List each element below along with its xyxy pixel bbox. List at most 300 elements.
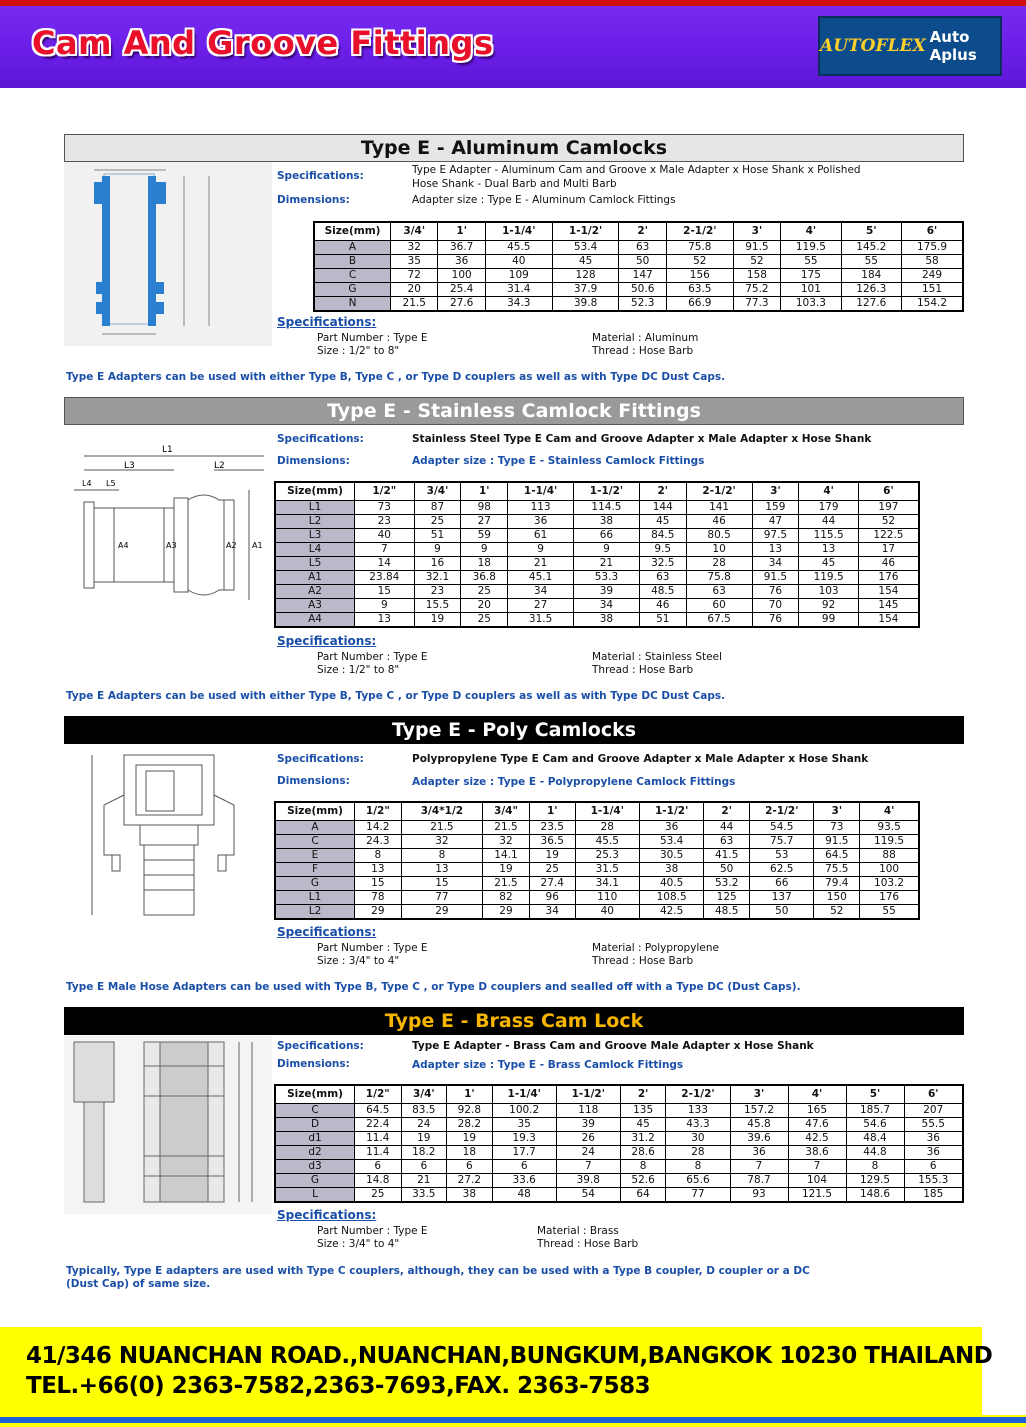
table-cell: 8 (355, 849, 402, 863)
poly-dim-text: Adapter size : Type E - Polypropylene Camlock Fittings (412, 776, 736, 788)
table-cell: 80.5 (686, 529, 752, 543)
table-cell: 185 (904, 1188, 963, 1203)
table-cell: 17.7 (492, 1146, 556, 1160)
table-header-cell: 4' (781, 222, 841, 241)
drawing-label: L4 (82, 479, 92, 488)
table-row (275, 557, 919, 571)
table-cell: 15.5 (414, 599, 461, 613)
table-cell: 84.5 (639, 529, 686, 543)
table-cell: 60 (686, 599, 752, 613)
table-cell: 55 (860, 905, 919, 920)
table-row (275, 571, 919, 585)
table-cell: 52 (733, 255, 780, 269)
table-row (275, 515, 919, 529)
table-cell: 54.5 (750, 821, 814, 835)
aluminum-dim-text: Adapter size : Type E - Aluminum Camlock Fittings (412, 194, 676, 206)
table-cell: 53.2 (704, 877, 750, 891)
table-cell: 32.5 (639, 557, 686, 571)
table-cell: 72 (391, 269, 438, 283)
brand-logo (818, 16, 1002, 76)
table-cell: 64.5 (814, 849, 860, 863)
row-header-cell: E (275, 849, 355, 863)
logo-text-autoaplus: Auto Aplus (929, 28, 977, 64)
table-header-cell: 1-1/2' (574, 482, 640, 501)
table-cell: 75.8 (666, 241, 733, 255)
table-cell: 63 (686, 585, 752, 599)
table-header-cell: 3/4' (414, 482, 461, 501)
table-row (275, 1146, 963, 1160)
table-header-cell: 3' (733, 222, 780, 241)
poly-spec-text: Polypropylene Type E Cam and Groove Adapter x Male Adapter x Hose Shank (412, 753, 869, 765)
table-row (275, 1118, 963, 1132)
footer-white-block (982, 1327, 1026, 1415)
aluminum-drawing (64, 162, 272, 346)
row-header-cell: L1 (275, 501, 355, 515)
header-red-line (0, 0, 1026, 6)
table-header-cell: 1-1/4' (485, 222, 552, 241)
table-cell: 43.3 (666, 1118, 730, 1132)
stainless-spec-label: Specifications: (277, 433, 364, 445)
row-header-cell: L2 (275, 515, 355, 529)
table-cell: 157.2 (730, 1104, 788, 1118)
table-header-cell: 4' (788, 1085, 846, 1104)
table-cell: 26 (556, 1132, 620, 1146)
row-header-cell: C (275, 835, 355, 849)
table-row (275, 501, 919, 515)
table-cell: 37.9 (552, 283, 619, 297)
table-cell: 64 (620, 1188, 666, 1203)
row-header-cell: L5 (275, 557, 355, 571)
drawing-label: A1 (252, 541, 263, 550)
table-cell: 36 (730, 1146, 788, 1160)
table-header-cell: 3' (752, 482, 799, 501)
stainless-note: Type E Adapters can be used with either Type B, Type C , or Type D couplers as well as with Type DC Dust Caps. (66, 690, 726, 702)
aluminum-dimension-table (313, 221, 964, 312)
table-cell: 93 (730, 1188, 788, 1203)
table-cell: 8 (846, 1160, 904, 1174)
table-cell: 25 (461, 613, 508, 628)
table-cell: 114.5 (574, 501, 640, 515)
table-cell: 158 (733, 269, 780, 283)
table-cell: 28 (666, 1146, 730, 1160)
table-cell: 52 (858, 515, 919, 529)
drawing-label: L3 (124, 461, 135, 471)
table-cell: 47 (752, 515, 799, 529)
table-cell: 21 (401, 1174, 447, 1188)
table-cell: 104 (788, 1174, 846, 1188)
table-cell: 7 (556, 1160, 620, 1174)
table-cell: 83.5 (401, 1104, 447, 1118)
table-row (275, 905, 919, 920)
table-cell: 27.4 (529, 877, 575, 891)
row-header-cell: d3 (275, 1160, 355, 1174)
aluminum-drawing-svg (64, 162, 272, 346)
table-cell: 25.3 (575, 849, 639, 863)
table-cell: 24 (556, 1146, 620, 1160)
poly-size: Size : 3/4" to 4" (317, 955, 400, 967)
brass-spec-label: Specifications: (277, 1040, 364, 1052)
table-cell: 27.6 (438, 297, 485, 312)
table-cell: 11.4 (355, 1146, 402, 1160)
drawing-label: A2 (226, 541, 237, 550)
table-cell: 55 (841, 255, 901, 269)
table-cell: 51 (639, 613, 686, 628)
table-row (314, 241, 963, 255)
table-header-cell: 2' (620, 1085, 666, 1104)
table-cell: 6 (447, 1160, 493, 1174)
table-cell: 33.6 (492, 1174, 556, 1188)
table-cell: 52.3 (619, 297, 666, 312)
table-cell: 45.5 (485, 241, 552, 255)
stainless-size: Size : 1/2" to 8" (317, 664, 400, 676)
row-header-cell: G (275, 1174, 355, 1188)
table-cell: 175 (781, 269, 841, 283)
row-header-cell: L4 (275, 543, 355, 557)
table-cell: 185.7 (846, 1104, 904, 1118)
table-header-cell: 2' (704, 802, 750, 821)
table-row (275, 599, 919, 613)
table-cell: 21 (574, 557, 640, 571)
table-cell: 54 (556, 1188, 620, 1203)
table-cell: 63.5 (666, 283, 733, 297)
table-header-cell: 1' (529, 802, 575, 821)
stainless-spec-heading: Specifications: (277, 634, 377, 648)
table-cell: 9 (461, 543, 508, 557)
stainless-drawing (64, 430, 272, 620)
table-cell: 154.2 (902, 297, 963, 312)
table-cell: 54.6 (846, 1118, 904, 1132)
table-cell: 76 (752, 585, 799, 599)
table-cell: 45 (552, 255, 619, 269)
table-cell: 23 (355, 515, 415, 529)
table-cell: 32.1 (414, 571, 461, 585)
table-cell: 249 (902, 269, 963, 283)
section-poly-title: Type E - Poly Camlocks (64, 716, 964, 744)
table-row (275, 863, 919, 877)
table-cell: 8 (666, 1160, 730, 1174)
table-header-cell: 4' (799, 482, 859, 501)
table-cell: 197 (858, 501, 919, 515)
table-cell: 100 (860, 863, 919, 877)
table-cell: 32 (483, 835, 530, 849)
table-cell: 38 (574, 515, 640, 529)
stainless-dim-label: Dimensions: (277, 455, 350, 467)
table-cell: 28 (686, 557, 752, 571)
table-cell: 40 (575, 905, 639, 920)
table-row (275, 543, 919, 557)
row-header-cell: N (314, 297, 391, 312)
table-cell: 39.6 (730, 1132, 788, 1146)
table-cell: 122.5 (858, 529, 919, 543)
table-cell: 25.4 (438, 283, 485, 297)
table-cell: 55 (781, 255, 841, 269)
table-header-row (314, 222, 963, 241)
table-cell: 34.3 (485, 297, 552, 312)
table-header-cell: 2' (639, 482, 686, 501)
table-cell: 53.4 (639, 835, 703, 849)
table-cell: 52.6 (620, 1174, 666, 1188)
table-cell: 36 (508, 515, 574, 529)
table-cell: 22.4 (355, 1118, 402, 1132)
table-cell: 144 (639, 501, 686, 515)
row-header-cell: G (314, 283, 391, 297)
stainless-spec-text: Stainless Steel Type E Cam and Groove Adapter x Male Adapter x Hose Shank (412, 433, 872, 445)
table-cell: 121.5 (788, 1188, 846, 1203)
table-header-cell: 1' (447, 1085, 493, 1104)
table-cell: 21.5 (401, 821, 482, 835)
table-cell: 42.5 (639, 905, 703, 920)
poly-material: Material : Polypropylene (592, 942, 719, 954)
table-header-cell: Size(mm) (275, 802, 355, 821)
table-cell: 45.1 (508, 571, 574, 585)
poly-drawing-svg (64, 745, 272, 925)
table-cell: 129.5 (846, 1174, 904, 1188)
table-cell: 176 (858, 571, 919, 585)
table-cell: 28.6 (620, 1146, 666, 1160)
table-cell: 53.3 (574, 571, 640, 585)
row-header-cell: L3 (275, 529, 355, 543)
poly-spec-label: Specifications: (277, 753, 364, 765)
table-cell: 11.4 (355, 1132, 402, 1146)
row-header-cell: B (314, 255, 391, 269)
table-cell: 93.5 (860, 821, 919, 835)
table-row (275, 877, 919, 891)
table-cell: 92.8 (447, 1104, 493, 1118)
table-cell: 36 (904, 1146, 963, 1160)
table-cell: 154 (858, 585, 919, 599)
table-cell: 155.3 (904, 1174, 963, 1188)
table-header-cell: 1-1/2' (556, 1085, 620, 1104)
table-cell: 34 (574, 599, 640, 613)
table-cell: 6 (904, 1160, 963, 1174)
table-header-cell: 3/4*1/2 (401, 802, 482, 821)
table-cell: 31.4 (485, 283, 552, 297)
table-cell: 9 (355, 599, 415, 613)
table-cell: 63 (639, 571, 686, 585)
table-header-cell: 2-1/2' (750, 802, 814, 821)
table-cell: 8 (401, 849, 482, 863)
table-header-cell: Size(mm) (275, 1085, 355, 1104)
table-header-cell: 2-1/2' (686, 482, 752, 501)
table-cell: 91.5 (733, 241, 780, 255)
table-row (314, 269, 963, 283)
table-header-cell: 5' (841, 222, 901, 241)
table-cell: 9 (508, 543, 574, 557)
aluminum-thread: Thread : Hose Barb (592, 345, 694, 357)
table-cell: 77 (666, 1188, 730, 1203)
table-cell: 148.6 (846, 1188, 904, 1203)
table-cell: 36 (904, 1132, 963, 1146)
table-cell: 44 (799, 515, 859, 529)
brass-drawing-svg (64, 1036, 272, 1214)
table-cell: 119.5 (860, 835, 919, 849)
table-cell: 19 (414, 613, 461, 628)
drawing-label: A4 (118, 541, 129, 550)
brass-note-line-2: (Dust Cap) of same size. (66, 1278, 211, 1290)
table-cell: 145 (858, 599, 919, 613)
table-cell: 66 (574, 529, 640, 543)
table-cell: 47.6 (788, 1118, 846, 1132)
table-cell: 108.5 (639, 891, 703, 905)
table-header-cell: 6' (858, 482, 919, 501)
table-header-cell: 1' (461, 482, 508, 501)
table-cell: 118 (556, 1104, 620, 1118)
table-cell: 52 (814, 905, 860, 920)
table-cell: 25 (461, 585, 508, 599)
table-cell: 20 (391, 283, 438, 297)
table-row (275, 613, 919, 628)
table-cell: 79.4 (814, 877, 860, 891)
poly-spec-heading: Specifications: (277, 925, 377, 939)
table-cell: 45 (620, 1118, 666, 1132)
brass-spec-text: Type E Adapter - Brass Cam and Groove Male Adapter x Hose Shank (412, 1040, 814, 1052)
table-cell: 127.6 (841, 297, 901, 312)
table-cell: 110 (575, 891, 639, 905)
table-cell: 55.5 (904, 1118, 963, 1132)
row-header-cell: C (275, 1104, 355, 1118)
table-cell: 27 (461, 515, 508, 529)
table-cell: 32 (391, 241, 438, 255)
table-cell: 46 (858, 557, 919, 571)
table-cell: 40.5 (639, 877, 703, 891)
table-header-cell: 1/2" (355, 802, 402, 821)
table-cell: 27.2 (447, 1174, 493, 1188)
brass-part-number: Part Number : Type E (317, 1225, 428, 1237)
table-row (314, 255, 963, 269)
brass-thread: Thread : Hose Barb (537, 1238, 639, 1250)
section-brass-title: Type E - Brass Cam Lock (64, 1007, 964, 1035)
table-cell: 145.2 (841, 241, 901, 255)
table-row (275, 1174, 963, 1188)
table-cell: 53 (750, 849, 814, 863)
row-header-cell: A (275, 821, 355, 835)
drawing-label: L2 (214, 461, 225, 471)
table-cell: 58 (902, 255, 963, 269)
table-cell: 45.5 (575, 835, 639, 849)
table-cell: 21.5 (483, 821, 530, 835)
table-cell: 13 (355, 863, 402, 877)
table-cell: 67.5 (686, 613, 752, 628)
table-cell: 29 (355, 905, 402, 920)
table-cell: 75.8 (686, 571, 752, 585)
drawing-label: A3 (166, 541, 177, 550)
section-aluminum-title: Type E - Aluminum Camlocks (64, 134, 964, 162)
table-header-cell: Size(mm) (275, 482, 355, 501)
table-cell: 13 (752, 543, 799, 557)
table-cell: 24.3 (355, 835, 402, 849)
table-row (275, 1160, 963, 1174)
row-header-cell: L2 (275, 905, 355, 920)
table-header-cell: 1/2" (355, 1085, 402, 1104)
table-cell: 119.5 (781, 241, 841, 255)
table-cell: 34 (529, 905, 575, 920)
table-cell: 36.5 (529, 835, 575, 849)
table-cell: 147 (619, 269, 666, 283)
table-cell: 34.1 (575, 877, 639, 891)
table-cell: 101 (781, 283, 841, 297)
table-cell: 30 (666, 1132, 730, 1146)
table-header-cell: Size(mm) (314, 222, 391, 241)
aluminum-note: Type E Adapters can be used with either Type B, Type C , or Type D couplers as well as with Type DC Dust Caps. (66, 371, 726, 383)
table-cell: 25 (529, 863, 575, 877)
table-cell: 48.5 (704, 905, 750, 920)
table-cell: 75.7 (750, 835, 814, 849)
table-cell: 103.2 (860, 877, 919, 891)
table-cell: 36 (438, 255, 485, 269)
table-cell: 151 (902, 283, 963, 297)
table-cell: 18.2 (401, 1146, 447, 1160)
brass-dimension-table (274, 1084, 964, 1203)
table-cell: 19 (529, 849, 575, 863)
row-header-cell: A2 (275, 585, 355, 599)
table-cell: 48.5 (639, 585, 686, 599)
table-cell: 44.8 (846, 1146, 904, 1160)
table-cell: 91.5 (814, 835, 860, 849)
poly-dimension-table (274, 801, 920, 920)
table-cell: 50 (619, 255, 666, 269)
table-cell: 31.5 (575, 863, 639, 877)
aluminum-part-number: Part Number : Type E (317, 332, 428, 344)
table-cell: 38.6 (788, 1146, 846, 1160)
table-header-row (275, 482, 919, 501)
table-cell: 42.5 (788, 1132, 846, 1146)
table-cell: 45.8 (730, 1118, 788, 1132)
table-cell: 66.9 (666, 297, 733, 312)
table-cell: 39 (556, 1118, 620, 1132)
table-cell: 184 (841, 269, 901, 283)
table-header-cell: 1-1/4' (575, 802, 639, 821)
table-row (314, 297, 963, 312)
drawing-label: L5 (106, 479, 116, 488)
table-header-cell: 3' (814, 802, 860, 821)
row-header-cell: C (314, 269, 391, 283)
table-cell: 6 (492, 1160, 556, 1174)
table-cell: 77 (401, 891, 482, 905)
table-header-cell: 3/4' (401, 1085, 447, 1104)
brass-note-line-1: Typically, Type E adapters are used with Type C couplers, although, they can be used with a Type B coupler, D coupler or a DC (66, 1265, 810, 1277)
table-cell: 28 (575, 821, 639, 835)
table-cell: 25 (414, 515, 461, 529)
table-cell: 6 (401, 1160, 447, 1174)
row-header-cell: A4 (275, 613, 355, 628)
row-header-cell: A (314, 241, 391, 255)
table-cell: 64.5 (355, 1104, 402, 1118)
stainless-dim-text: Adapter size : Type E - Stainless Camlock Fittings (412, 455, 705, 467)
table-row (314, 283, 963, 297)
table-cell: 39.8 (556, 1174, 620, 1188)
table-cell: 62.5 (750, 863, 814, 877)
table-cell: 65.6 (666, 1174, 730, 1188)
table-cell: 103 (799, 585, 859, 599)
aluminum-spec-heading: Specifications: (277, 315, 377, 329)
table-cell: 14 (355, 557, 415, 571)
row-header-cell: F (275, 863, 355, 877)
stainless-part-number: Part Number : Type E (317, 651, 428, 663)
table-cell: 19.3 (492, 1132, 556, 1146)
table-cell: 52 (666, 255, 733, 269)
aluminum-dim-label: Dimensions: (277, 194, 350, 206)
table-cell: 32 (401, 835, 482, 849)
table-cell: 39 (574, 585, 640, 599)
table-cell: 20 (461, 599, 508, 613)
table-row (275, 891, 919, 905)
table-header-cell: 3' (730, 1085, 788, 1104)
stainless-drawing-svg (64, 430, 272, 620)
table-cell: 27 (508, 599, 574, 613)
stainless-material: Material : Stainless Steel (592, 651, 722, 663)
table-cell: 207 (904, 1104, 963, 1118)
table-cell: 126.3 (841, 283, 901, 297)
